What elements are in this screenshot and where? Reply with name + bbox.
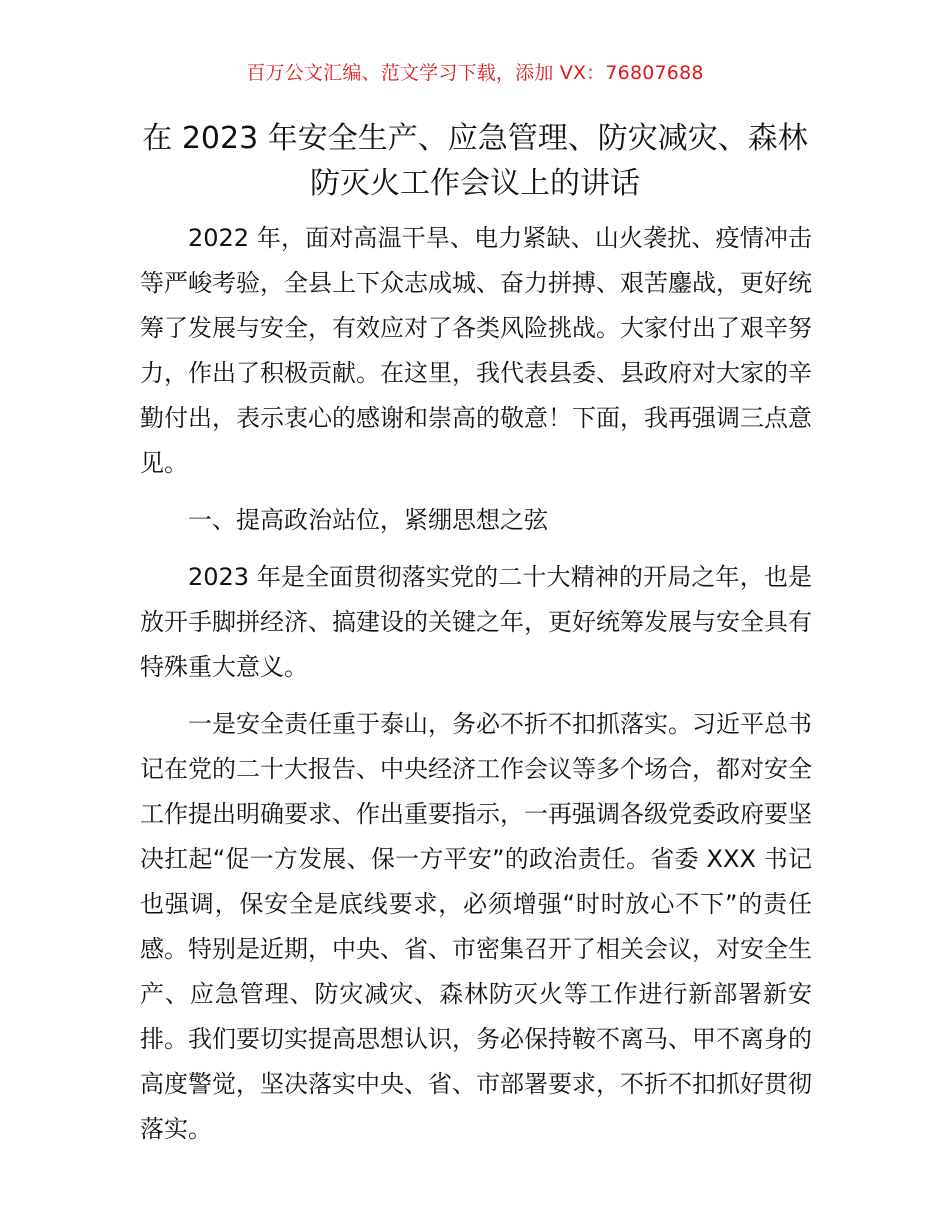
- document-title: 在 2023 年安全生产、应急管理、防灾减灾、森林防灭火工作会议上的讲话: [142, 121, 808, 201]
- header-note: 百万公文汇编、范文学习下载，添加 VX：76807688: [246, 62, 704, 84]
- document-body: [140, 216, 812, 1164]
- paragraph-safety-responsibility: 一是安全责任重于泰山，务必不折不扣抓落实。习近平总书记在党的二十大报告、中央经济工作会议等多个场合，都对安全工作提出明确要求、作出重要指示，一再强调各级党委政府要坚决扛起“促一方发展、保一方平安”的政治责任。省委 XXX 书记也强调，保安全是底线要求，必须增强“时时放心不下”的责任感。特别是近期，中央、省、市密集召开了相关会议，对安全生产、应急管理、防灾减灾、森林防灭火等工作进行新部署新安排。我们要切实提高思想认识，务必保持鞍不离马、甲不离身的高度警觉，坚决落实中央、省、市部署要求，不折不扣抓好贯彻落实。: [140, 710, 812, 1143]
- paragraph-intro: 2022 年，面对高温干旱、电力紧缺、山火袭扰、疫情冲击等严峻考验，全县上下众志成城、奋力拼搏、艰苦鏖战，更好统筹了发展与安全，有效应对了各类风险挑战。大家付出了艰辛努力，作出了积极贡献。在这里，我代表县委、县政府对大家的辛勤付出，表示衷心的感谢和崇高的敬意！下面，我再强调三点意见。: [140, 224, 812, 477]
- paragraph-2023-context: 2023 年是全面贯彻落实党的二十大精神的开局之年，也是放开手脚拼经济、搞建设的关键之年，更好统筹发展与安全具有特殊重大意义。: [140, 563, 812, 681]
- section-heading-one: 一、提高政治站位，紧绷思想之弦: [188, 506, 548, 534]
